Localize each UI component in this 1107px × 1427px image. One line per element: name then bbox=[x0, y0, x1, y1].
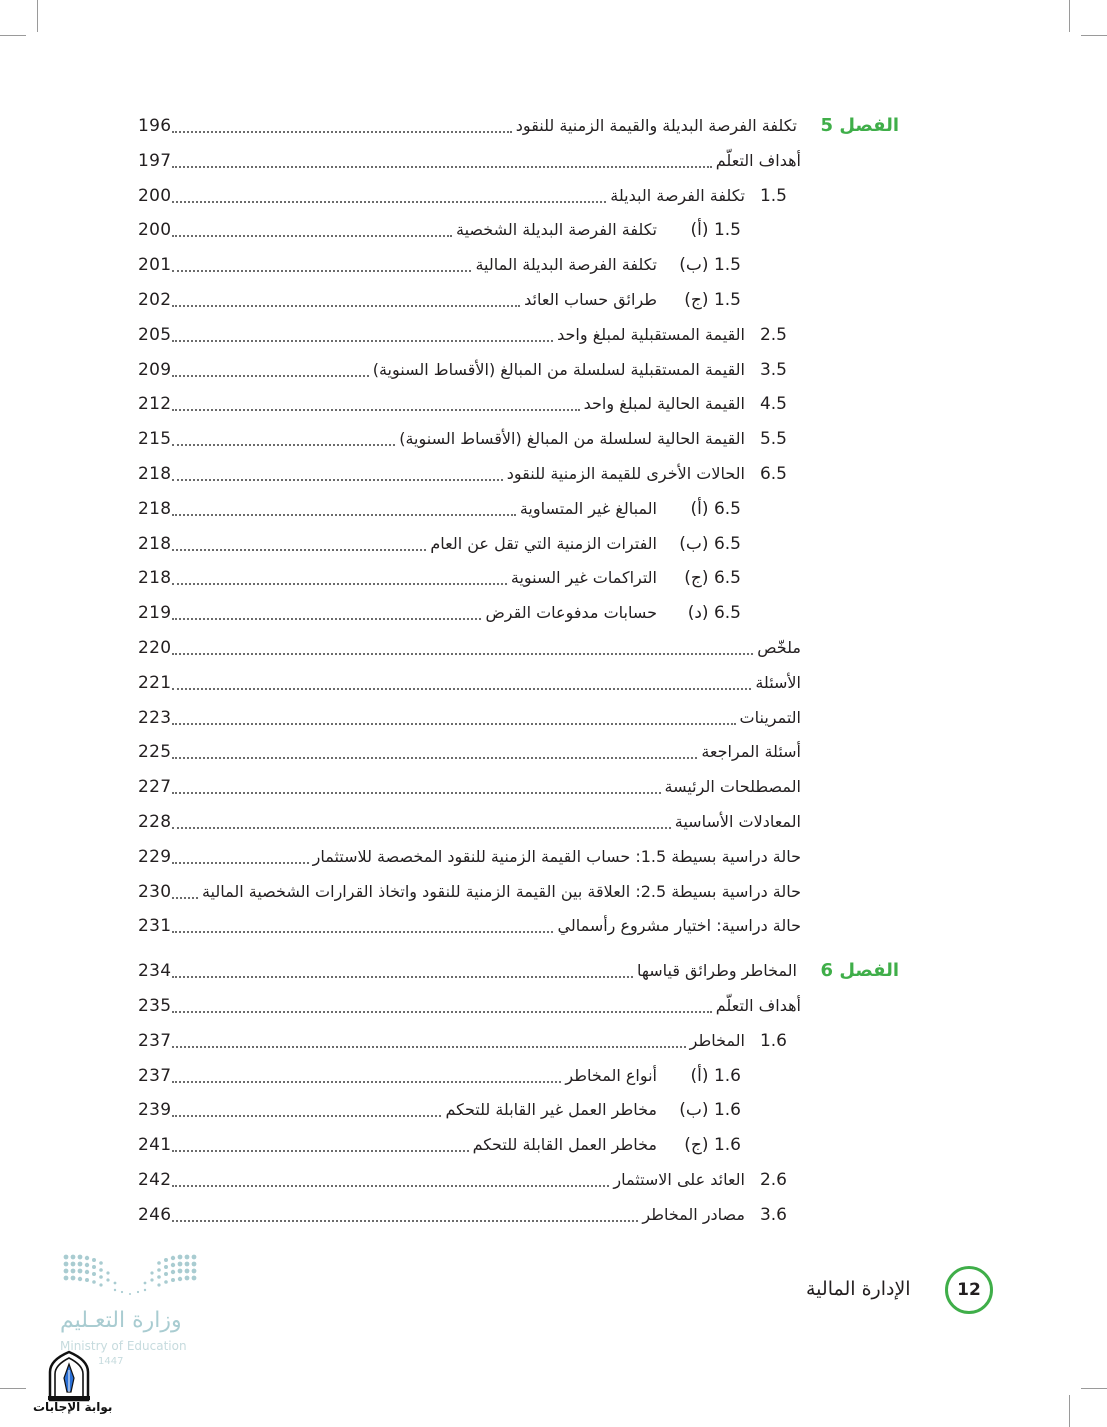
toc-page-number: 237 bbox=[138, 1030, 172, 1051]
toc-page-number: 212 bbox=[138, 394, 172, 415]
toc-dot-leader bbox=[172, 340, 553, 342]
toc-entry-title: أسئلة المراجعة bbox=[697, 736, 801, 768]
toc-dot-leader bbox=[172, 549, 426, 551]
toc-entry-row bbox=[0, 180, 1107, 212]
toc-entry-row bbox=[0, 493, 1107, 525]
toc-dot-leader bbox=[172, 305, 520, 307]
toc-entry-title: مخاطر العمل غير القابلة للتحكم bbox=[441, 1094, 657, 1126]
ministry-name-arabic: وزارة التعـليم bbox=[60, 1308, 182, 1333]
crop-mark bbox=[1081, 35, 1107, 36]
toc-entry-title: ملخّص bbox=[753, 632, 801, 664]
toc-dot-leader bbox=[172, 1115, 441, 1117]
toc-entry-row bbox=[0, 771, 1107, 803]
toc-page-number: 220 bbox=[138, 638, 172, 658]
toc-dot-leader bbox=[172, 931, 553, 933]
toc-subsection-number: 6.5 (ب) bbox=[679, 533, 741, 554]
toc-entry-row bbox=[0, 145, 1107, 177]
toc-page-number: 234 bbox=[138, 961, 172, 982]
toc-dot-leader bbox=[172, 375, 369, 377]
toc-entry-row bbox=[0, 423, 1107, 455]
toc-subsection-number: 1.6 (ج) bbox=[684, 1135, 741, 1156]
toc-dot-leader bbox=[172, 862, 309, 864]
toc-entry-title: الأسئلة bbox=[751, 667, 801, 699]
toc-page-number: 229 bbox=[138, 846, 172, 867]
toc-entry-row bbox=[0, 910, 1107, 942]
toc-page-number: 228 bbox=[138, 812, 172, 832]
toc-page-number: 219 bbox=[138, 603, 172, 624]
toc-subsection-number: 6.5 (ج) bbox=[684, 568, 741, 589]
toc-chapter-row bbox=[0, 955, 1107, 987]
toc-chapter-title: تكلفة الفرصة البديلة والقيمة الزمنية للنقود bbox=[512, 110, 797, 142]
toc-entry-row bbox=[0, 214, 1107, 246]
toc-section-number: 3.5 bbox=[759, 359, 787, 380]
toc-dot-leader bbox=[172, 976, 633, 978]
toc-dot-leader bbox=[172, 1150, 469, 1152]
toc-subsection-number: 6.5 (د) bbox=[687, 603, 741, 624]
toc-entry-row bbox=[0, 562, 1107, 594]
crop-mark bbox=[1069, 0, 1070, 32]
toc-page-number: 223 bbox=[138, 707, 172, 728]
toc-dot-leader bbox=[172, 1220, 638, 1222]
toc-entry-title: المبالغ غير المتساوية bbox=[516, 493, 657, 525]
toc-dot-leader bbox=[172, 583, 507, 585]
toc-entry-title: مصادر المخاطر bbox=[638, 1199, 745, 1231]
toc-page-number: 197 bbox=[138, 150, 172, 171]
toc-entry-title: مخاطر العمل القابلة للتحكم bbox=[469, 1129, 657, 1161]
toc-section-number: 1.5 bbox=[759, 185, 787, 206]
toc-entry-row bbox=[0, 354, 1107, 386]
toc-section-number: 1.6 bbox=[759, 1030, 787, 1051]
toc-entry-title: الحالات الأخرى للقيمة الزمنية للنقود bbox=[503, 458, 745, 490]
toc-entry-row bbox=[0, 702, 1107, 734]
toc-entry-row bbox=[0, 806, 1107, 838]
toc-entry-row bbox=[0, 284, 1107, 316]
toc-dot-leader bbox=[172, 1046, 686, 1048]
toc-entry-row bbox=[0, 667, 1107, 699]
toc-entry-row bbox=[0, 249, 1107, 281]
toc-chapter-label: الفصل 6 bbox=[820, 960, 899, 982]
toc-entry-title: المصطلحات الرئيسة bbox=[661, 771, 802, 803]
toc-page-number: 196 bbox=[138, 116, 172, 136]
toc-page-number: 215 bbox=[138, 429, 172, 450]
toc-section-number: 6.5 bbox=[759, 464, 787, 484]
toc-page-number: 241 bbox=[138, 1135, 172, 1156]
toc-subsection-number: 6.5 (أ) bbox=[690, 498, 741, 519]
toc-entry-row bbox=[0, 1094, 1107, 1126]
toc-dot-leader bbox=[172, 688, 751, 690]
toc-entry-row bbox=[0, 458, 1107, 490]
toc-entry-row bbox=[0, 736, 1107, 768]
toc-entry-title: التمرينات bbox=[736, 702, 801, 734]
toc-entry-row bbox=[0, 597, 1107, 629]
toc-page-number: 225 bbox=[138, 742, 172, 763]
toc-entry-row bbox=[0, 319, 1107, 351]
crop-mark bbox=[0, 1388, 26, 1389]
toc-subsection-number: 1.6 (ب) bbox=[679, 1100, 741, 1121]
toc-section-number: 2.6 bbox=[759, 1170, 787, 1190]
toc-entry-title: تكلفة الفرصة البديلة الشخصية bbox=[452, 214, 657, 246]
toc-entry-title: العائد على الاستثمار bbox=[609, 1164, 745, 1196]
toc-page-number: 227 bbox=[138, 777, 172, 798]
toc-entry-title: القيمة المستقبلية لمبلغ واحد bbox=[553, 319, 745, 351]
toc-entry-row bbox=[0, 1199, 1107, 1231]
toc-chapter-title: المخاطر وطرائق قياسها bbox=[633, 955, 797, 987]
crop-mark bbox=[0, 35, 26, 36]
toc-entry-row bbox=[0, 632, 1107, 664]
toc-section-number: 5.5 bbox=[759, 429, 787, 450]
crop-mark bbox=[1069, 1395, 1070, 1427]
toc-page-number: 218 bbox=[138, 533, 172, 554]
toc-entry-row bbox=[0, 876, 1107, 908]
toc-page-number: 218 bbox=[138, 464, 172, 484]
toc-page-number: 205 bbox=[138, 324, 172, 345]
toc-dot-leader bbox=[172, 1185, 609, 1187]
ministry-logo-dots-icon bbox=[62, 1252, 198, 1298]
toc-section-number: 3.6 bbox=[759, 1204, 787, 1225]
page-number: 12 bbox=[957, 1280, 981, 1300]
toc-entry-title: التراكمات غير السنوية bbox=[507, 562, 657, 594]
toc-entry-title: القيمة الحالية لمبلغ واحد bbox=[580, 388, 745, 420]
toc-entry-row bbox=[0, 1060, 1107, 1092]
toc-dot-leader bbox=[172, 514, 516, 516]
toc-dot-leader bbox=[172, 409, 580, 411]
toc-subsection-number: 1.5 (أ) bbox=[690, 220, 741, 241]
toc-page-number: 235 bbox=[138, 996, 172, 1016]
toc-dot-leader bbox=[172, 897, 198, 899]
toc-entry-row bbox=[0, 841, 1107, 873]
toc-page-number: 246 bbox=[138, 1204, 172, 1225]
toc-page-number: 242 bbox=[138, 1170, 172, 1190]
toc-entry-title: القيمة الحالية لسلسلة من المبالغ (الأقساط السنوية) bbox=[395, 423, 745, 455]
crop-mark bbox=[37, 0, 38, 32]
toc-dot-leader bbox=[172, 757, 697, 759]
toc-page-number: 201 bbox=[138, 255, 172, 276]
toc-dot-leader bbox=[172, 131, 512, 133]
toc-entry-title: تكلفة الفرصة البديلة bbox=[606, 180, 745, 212]
toc-entry-title: حسابات مدفوعات القرض bbox=[481, 597, 657, 629]
toc-dot-leader bbox=[172, 618, 481, 620]
toc-entry-title: تكلفة الفرصة البديلة المالية bbox=[471, 249, 657, 281]
toc-dot-leader bbox=[172, 1081, 561, 1083]
toc-page-number: 218 bbox=[138, 498, 172, 519]
toc-entry-row bbox=[0, 528, 1107, 560]
toc-dot-leader bbox=[172, 827, 671, 829]
toc-dot-leader bbox=[172, 723, 736, 725]
toc-entry-title: حالة دراسية بسيطة 1.5: حساب القيمة الزمنية للنقود المخصصة للاستثمار bbox=[309, 841, 801, 873]
toc-entry-title: القيمة المستقبلية لسلسلة من المبالغ (الأقساط السنوية) bbox=[369, 354, 745, 386]
toc-entry-title: المعادلات الأساسية bbox=[671, 806, 801, 838]
toc-section-number: 2.5 bbox=[759, 324, 787, 345]
toc-dot-leader bbox=[172, 653, 753, 655]
toc-chapter-label: الفصل 5 bbox=[820, 115, 899, 136]
toc-dot-leader bbox=[172, 444, 395, 446]
toc-entry-title: حالة دراسية بسيطة 2.5: العلاقة بين القيمة الزمنية للنقود واتخاذ القرارات الشخصية المالية bbox=[198, 876, 801, 908]
page-number-badge bbox=[945, 1266, 993, 1314]
toc-page-number: 209 bbox=[138, 359, 172, 380]
toc-chapter-row bbox=[0, 110, 1107, 142]
toc-page-number: 230 bbox=[138, 881, 172, 902]
toc-section-number: 4.5 bbox=[759, 394, 787, 415]
toc-page-number: 200 bbox=[138, 220, 172, 241]
toc-dot-leader bbox=[172, 235, 452, 237]
toc-entry-row bbox=[0, 388, 1107, 420]
toc-page-number: 218 bbox=[138, 568, 172, 589]
toc-dot-leader bbox=[172, 270, 471, 272]
toc-entry-row bbox=[0, 1025, 1107, 1057]
toc-entry-title: أنواع المخاطر bbox=[561, 1060, 657, 1092]
toc-page-number: 202 bbox=[138, 290, 172, 310]
mosque-pen-icon bbox=[44, 1350, 94, 1402]
toc-subsection-number: 1.5 (ب) bbox=[679, 255, 741, 276]
toc-entry-title: طرائق حساب العائد bbox=[520, 284, 657, 316]
toc-entry-title: أهداف التعلّم bbox=[712, 145, 801, 177]
crop-mark bbox=[1081, 1388, 1107, 1389]
book-title: الإدارة المالية bbox=[806, 1278, 911, 1300]
toc-dot-leader bbox=[172, 1011, 712, 1013]
toc-dot-leader bbox=[172, 166, 712, 168]
toc-page-number: 239 bbox=[138, 1100, 172, 1121]
ministry-year: 1447 bbox=[98, 1356, 124, 1367]
toc-page-number: 200 bbox=[138, 185, 172, 206]
toc-page-number: 231 bbox=[138, 916, 172, 937]
toc-entry-row bbox=[0, 1129, 1107, 1161]
toc-entry-title: حالة دراسية: اختيار مشروع رأسمالي bbox=[553, 910, 801, 942]
toc-dot-leader bbox=[172, 479, 503, 481]
toc-subsection-number: 1.6 (أ) bbox=[690, 1065, 741, 1086]
watermark-text: بوابة الإجابات bbox=[33, 1400, 113, 1414]
toc-entry-row bbox=[0, 990, 1107, 1022]
toc-subsection-number: 1.5 (ج) bbox=[684, 290, 741, 310]
toc-entry-title: المخاطر bbox=[686, 1025, 745, 1057]
toc-page-number: 221 bbox=[138, 672, 172, 693]
toc-entry-row bbox=[0, 1164, 1107, 1196]
toc-entry-title: الفترات الزمنية التي تقل عن العام bbox=[426, 528, 657, 560]
toc-entry-title: أهداف التعلّم bbox=[712, 990, 801, 1022]
ministry-name-english: Ministry of Education bbox=[60, 1339, 187, 1353]
toc-dot-leader bbox=[172, 201, 606, 203]
toc-dot-leader bbox=[172, 792, 661, 794]
toc-page-number: 237 bbox=[138, 1065, 172, 1086]
